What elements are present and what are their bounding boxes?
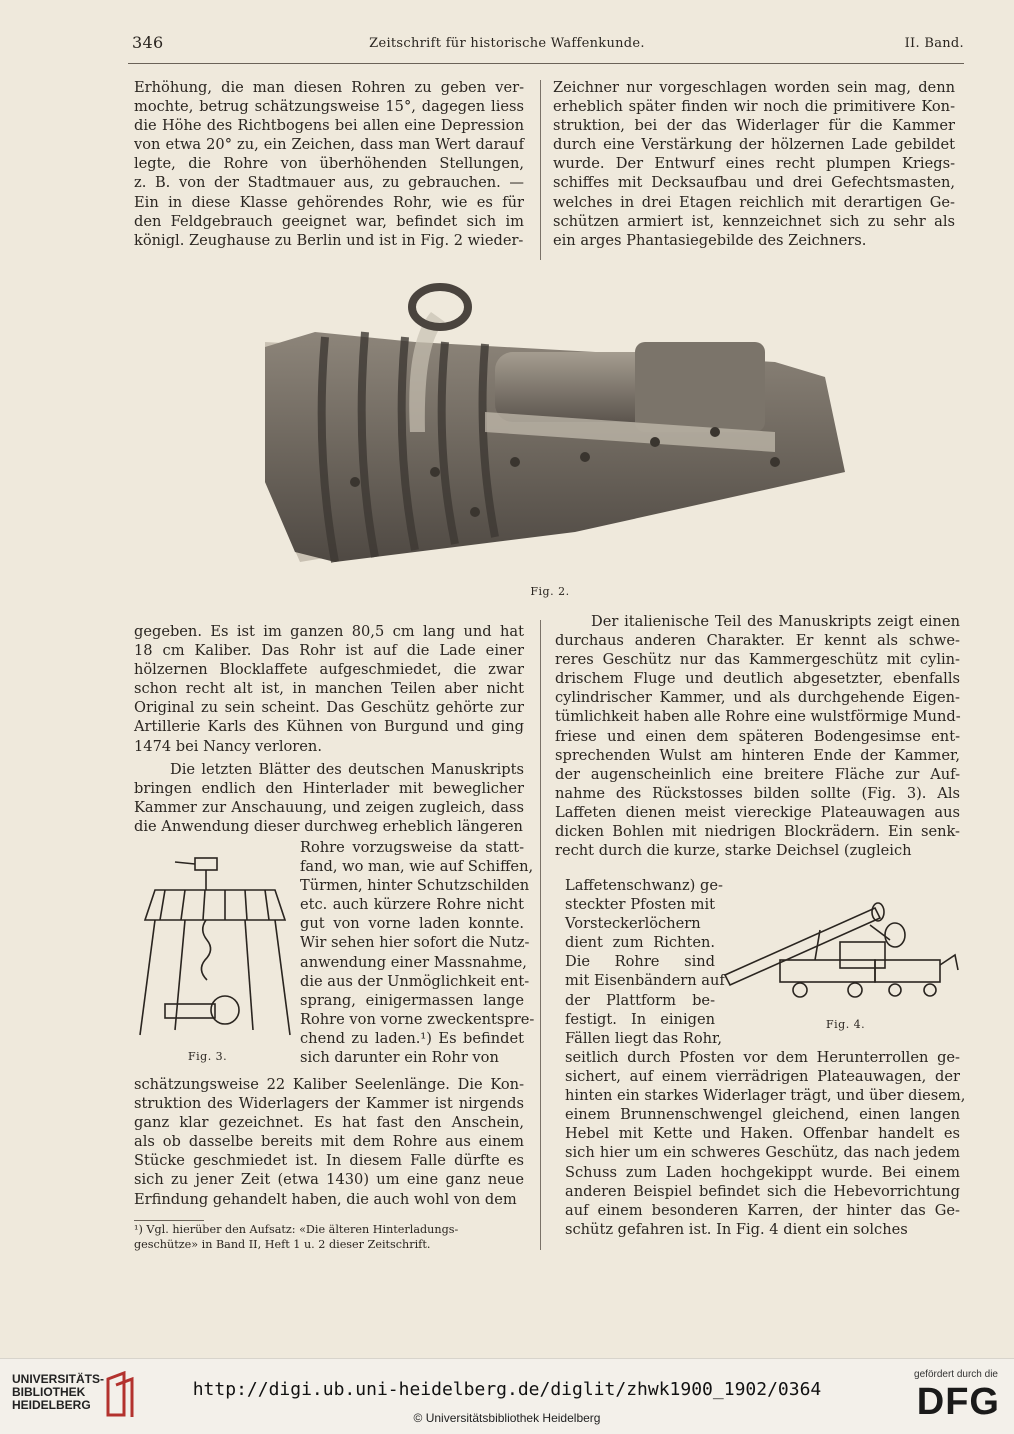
text-line: Erhöhung, die man diesen Rohren zu geben ver- (134, 79, 524, 96)
text-line: etc. auch kürzere Rohre nicht (300, 896, 524, 914)
text-line: anwendung einer Massnahme, (300, 953, 527, 971)
text-line: anderen Beispiel befindet sich die Hebevorrichtung (565, 1182, 960, 1200)
text-line: nahme des Rückstosses bilden sollte (Fig. 3). Als (555, 784, 960, 802)
fig2-caption: Fig. 2. (530, 585, 570, 598)
text-line: 18 cm Kaliber. Das Rohr ist auf die Lade einer (134, 642, 524, 660)
text-line: Wir sehen hier sofort die Nutz- (300, 934, 530, 952)
column-divider (540, 620, 541, 1250)
fig4-drawing (720, 890, 960, 1010)
text-line: schon recht alt ist, in manchen Teilen aber nicht (134, 680, 524, 698)
fig4-caption: Fig. 4. (826, 1018, 866, 1031)
left-paragraph-2-end (134, 1075, 524, 1209)
text-line: z. B. von der Stadtmauer aus, zu gebrauchen. — (134, 174, 524, 192)
top-left-column (134, 78, 524, 250)
text-line: die aus der Unmöglichkeit ent- (300, 972, 530, 990)
text-line: sich hier um ein schweres Geschütz, das nach jedem (565, 1144, 960, 1162)
copyright-notice: © Universitätsbibliothek Heidelberg (413, 1411, 601, 1425)
text-line: Laffetenschwanz) ge- (565, 877, 723, 894)
text-line: struktion, bei der das Widerlager für die Kammer (553, 117, 955, 135)
text-line: reres Geschütz nur das Kammergeschütz mit cylin- (555, 651, 960, 669)
library-name-line: BIBLIOTHEK (12, 1385, 86, 1399)
text-line: die Höhe des Richtbogens bei allen eine Depression (134, 117, 524, 135)
text-line: gut von vorne laden konnte. (300, 915, 524, 933)
text-line: den Feldgebrauch geeignet war, befindet sich im (134, 212, 524, 230)
text-line: hölzernen Blocklaffete aufgeschmiedet, die zwar (134, 661, 524, 679)
text-line: durchaus anderen Charakter. Er kennt als schwe- (555, 632, 960, 650)
text-line: Der italienische Teil des Manuskripts zeigt einen (591, 613, 960, 630)
library-name-line: UNIVERSITÄTS- (12, 1372, 105, 1386)
text-line: königl. Zeughause zu Berlin und ist in Fig. 2 wieder- (134, 231, 524, 249)
text-line: struktion des Widerlagers der Kammer ist nirgends (134, 1095, 524, 1113)
text-line: sprechenden Wulst am hinteren Ende der Kammer, (555, 746, 960, 764)
text-line: Die letzten Blätter des deutschen Manuskripts (170, 761, 524, 778)
text-line: Schuss zum Laden hochgekippt wurde. Bei einem (565, 1163, 960, 1181)
footnote (134, 1222, 534, 1252)
text-line: sich zu jener Zeit (etwa 1430) um eine ganz neue (134, 1171, 524, 1189)
text-line: ein arges Phantasiegebilde des Zeichners. (553, 231, 867, 249)
text-line: von etwa 20° zu, ein Zeichen, dass man Wert darauf (134, 136, 524, 154)
text-line: Kammer zur Anschauung, und zeigen zugleich, dass (134, 799, 524, 817)
text-line: dient zum Richten. (565, 934, 715, 952)
page-number: 346 (132, 33, 164, 52)
text-line: durch eine Verstärkung der hölzernen Lade gebildet (553, 136, 955, 154)
text-line: Rohre vorzugsweise da statt- (300, 839, 524, 856)
text-line: sprang, einigermassen lange (300, 991, 524, 1009)
text-line: der Plattform be- (565, 991, 715, 1009)
text-line: Vorsteckerlöchern (565, 915, 701, 933)
text-line: Zeichner nur vorgeschlagen worden sein mag, denn (553, 79, 955, 96)
text-line: hinten ein starkes Widerlager trägt, und über diesem, (565, 1087, 966, 1105)
text-line: festigt. In einigen (565, 1010, 715, 1028)
text-line: schütz gefahren ist. In Fig. 4 dient ein solches (565, 1220, 908, 1238)
left-paragraph-1 (134, 622, 524, 756)
text-line: drischem Fluge und deutlich abgesetzter, ebenfalls (555, 670, 960, 688)
text-line: 1474 bei Nancy verloren. (134, 737, 322, 755)
text-line: als ob dasselbe bereits mit dem Rohre aus einem (134, 1133, 524, 1151)
footnote-rule (134, 1220, 204, 1221)
text-line: mochte, betrug schätzungsweise 15°, dagegen liess (134, 98, 524, 116)
viewer-footer (0, 1358, 1014, 1434)
text-line: Stücke geschmiedet ist. In diesem Falle dürfte es (134, 1152, 524, 1170)
fig3-caption: Fig. 3. (188, 1050, 228, 1063)
text-line: Laffeten dienen meist viereckige Plateauwagen aus (555, 803, 960, 821)
text-line: einem Brunnenschwengel gleichend, einen langen (565, 1106, 960, 1124)
dfg-logo: DFG (916, 1381, 1000, 1423)
text-line: sichert, auf einem vierrädrigen Plateauwagen, der (565, 1068, 960, 1086)
right-paragraph-end (565, 1048, 966, 1239)
column-divider (540, 80, 541, 260)
text-line: Ein in diese Klasse gehörendes Rohr, wie es für (134, 193, 524, 211)
text-line: Erfindung gehandelt haben, die auch wohl von dem (134, 1190, 517, 1208)
library-name-line: HEIDELBERG (12, 1398, 91, 1412)
text-line: schützen armiert ist, kennzeichnet sich zu sehr als (553, 212, 955, 230)
text-line: recht durch die kurze, starke Deichsel (zugleich (555, 842, 912, 860)
text-line: Die Rohre sind (565, 953, 715, 971)
text-line: Artillerie Karls des Kühnen von Burgund und ging (134, 718, 524, 736)
text-line: seitlich durch Pfosten vor dem Herunterrollen ge- (565, 1049, 960, 1066)
top-right-column (553, 78, 955, 250)
volume-label: II. Band. (904, 36, 964, 51)
text-line: schätzungsweise 22 Kaliber Seelenlänge. Die Kon- (134, 1076, 524, 1093)
text-line: Rohre von vorne zweckentspre- (300, 1010, 535, 1028)
header-rule (128, 63, 964, 64)
text-line: sich darunter ein Rohr von (300, 1049, 499, 1067)
text-line: dicken Bohlen mit niedrigen Blockrädern. Ein senk- (555, 823, 960, 841)
right-narrow-text (565, 876, 725, 1048)
funded-by-label: gefördert durch die (914, 1369, 998, 1380)
fig3-drawing (135, 850, 295, 1050)
text-line: legte, die Rohre von überhöhenden Stellungen, (134, 155, 524, 173)
text-line: Türmen, hinter Schutzschilden (300, 877, 530, 895)
text-line: Fällen liegt das Rohr, (565, 1029, 723, 1047)
text-line: ganz klar gezeichnet. Es hat fast den Anschein, (134, 1114, 524, 1132)
text-line: schiffes mit Decksaufbau und drei Gefechtsmasten, (553, 174, 955, 192)
fig2-cannon-photo (255, 282, 850, 572)
text-line: erheblich später finden wir noch die primitivere Kon- (553, 98, 955, 116)
footnote-line: geschütze» in Band II, Heft 1 u. 2 dieser Zeitschrift. (134, 1238, 431, 1251)
text-line: Original zu sein scheint. Das Geschütz gehörte zur (134, 699, 524, 717)
text-line: bringen endlich den Hinterlader mit beweglicher (134, 780, 524, 798)
text-line: steckter Pfosten mit (565, 896, 715, 914)
text-line: die Anwendung dieser durchweg erheblich längeren (134, 818, 523, 836)
text-line: welches in drei Etagen reichlich mit derartigen Ge- (553, 193, 955, 211)
running-title: Zeitschrift für historische Waffenkunde. (369, 36, 645, 51)
permalink-url[interactable]: http://digi.ub.uni-heidelberg.de/diglit/zhwk1900_1902/0364 (192, 1379, 822, 1400)
left-narrow-text (300, 838, 535, 1067)
footnote-line: ¹) Vgl. hierüber den Aufsatz: «Die älteren Hinterladungs- (134, 1223, 459, 1236)
text-line: wurde. Der Entwurf eines recht plumpen Kriegs- (553, 155, 955, 173)
text-line: auf einem besonderen Karren, der hinter das Ge- (565, 1201, 960, 1219)
text-line: cylindrischer Kammer, und als durchgehende Eigen- (555, 689, 960, 707)
text-line: der augenscheinlich eine breitere Fläche zur Auf- (555, 765, 960, 783)
text-line: chend zu laden.¹) Es befindet (300, 1029, 524, 1047)
text-line: tümlichkeit haben alle Rohre eine wulstförmige Mund- (555, 708, 961, 726)
text-line: fand, wo man, wie auf Schiffen, (300, 858, 534, 876)
text-line: Hebel mit Kette und Haken. Offenbar handelt es (565, 1125, 960, 1143)
text-line: mit Eisenbändern auf (565, 972, 725, 990)
left-paragraph-2 (134, 760, 524, 836)
text-line: friese und einen dem späteren Bodengesimse ent- (555, 727, 960, 745)
right-paragraph-1 (555, 612, 960, 860)
text-line: gegeben. Es ist im ganzen 80,5 cm lang und hat (134, 623, 524, 640)
